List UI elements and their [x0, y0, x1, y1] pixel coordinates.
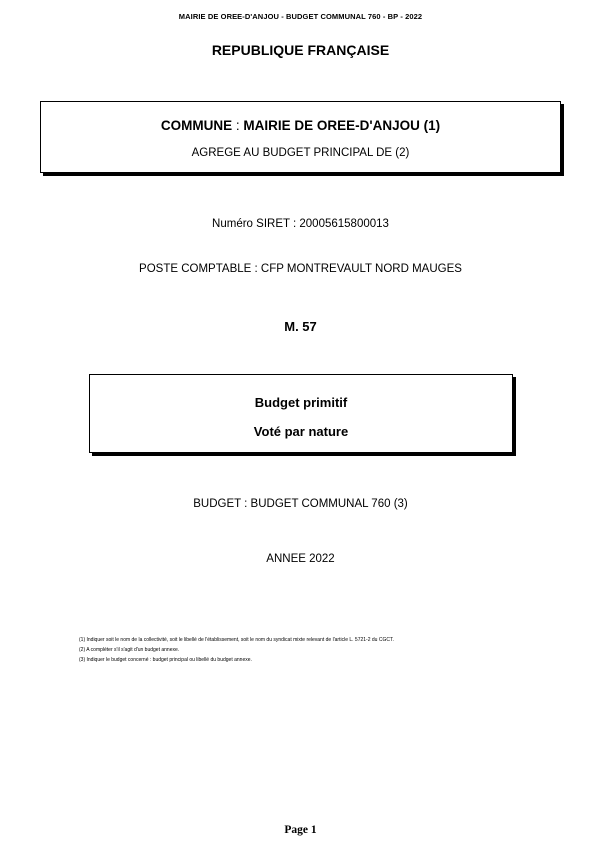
- footnote-2: (2) A compléter s'il s'agit d'un budget annexe.: [79, 647, 180, 653]
- page-number: Page 1: [284, 824, 317, 836]
- footnote-1: (1) Indiquer soit le nom de la collectivité, soit le libellé de l'établissement, soit le nom du syndicat mixte relevant de l'article L. 5721-2 du CGCT.: [79, 637, 394, 643]
- budget-type: Budget primitif: [254, 395, 348, 410]
- footnotes: [79, 635, 539, 665]
- commune-box: [40, 101, 561, 173]
- commune-title: [41, 118, 560, 133]
- commune-name: MAIRIE DE OREE-D'ANJOU (1): [243, 118, 441, 133]
- nomenclature-label: M. 57: [284, 319, 317, 334]
- poste-comptable: POSTE COMPTABLE : CFP MONTREVAULT NORD MAUGES: [139, 263, 462, 275]
- vote-type: Voté par nature: [253, 424, 349, 439]
- budget-type-box: [89, 374, 513, 453]
- republic-heading: REPUBLIQUE FRANÇAISE: [211, 42, 390, 58]
- budget-year: ANNEE 2022: [266, 553, 335, 565]
- running-header: MAIRIE DE OREE-D'ANJOU - BUDGET COMMUNAL 760 - BP - 2022: [178, 12, 423, 21]
- siret-number: Numéro SIRET : 20005615800013: [212, 218, 389, 230]
- agrege-line: AGREGE AU BUDGET PRINCIPAL DE (2): [191, 147, 410, 159]
- commune-label: COMMUNE: [160, 118, 233, 133]
- footnote-3: (3) Indiquer le budget concerné : budget principal ou libellé du budget annexe.: [79, 657, 252, 663]
- commune-separator: :: [232, 118, 244, 133]
- budget-name: BUDGET : BUDGET COMMUNAL 760 (3): [193, 498, 408, 510]
